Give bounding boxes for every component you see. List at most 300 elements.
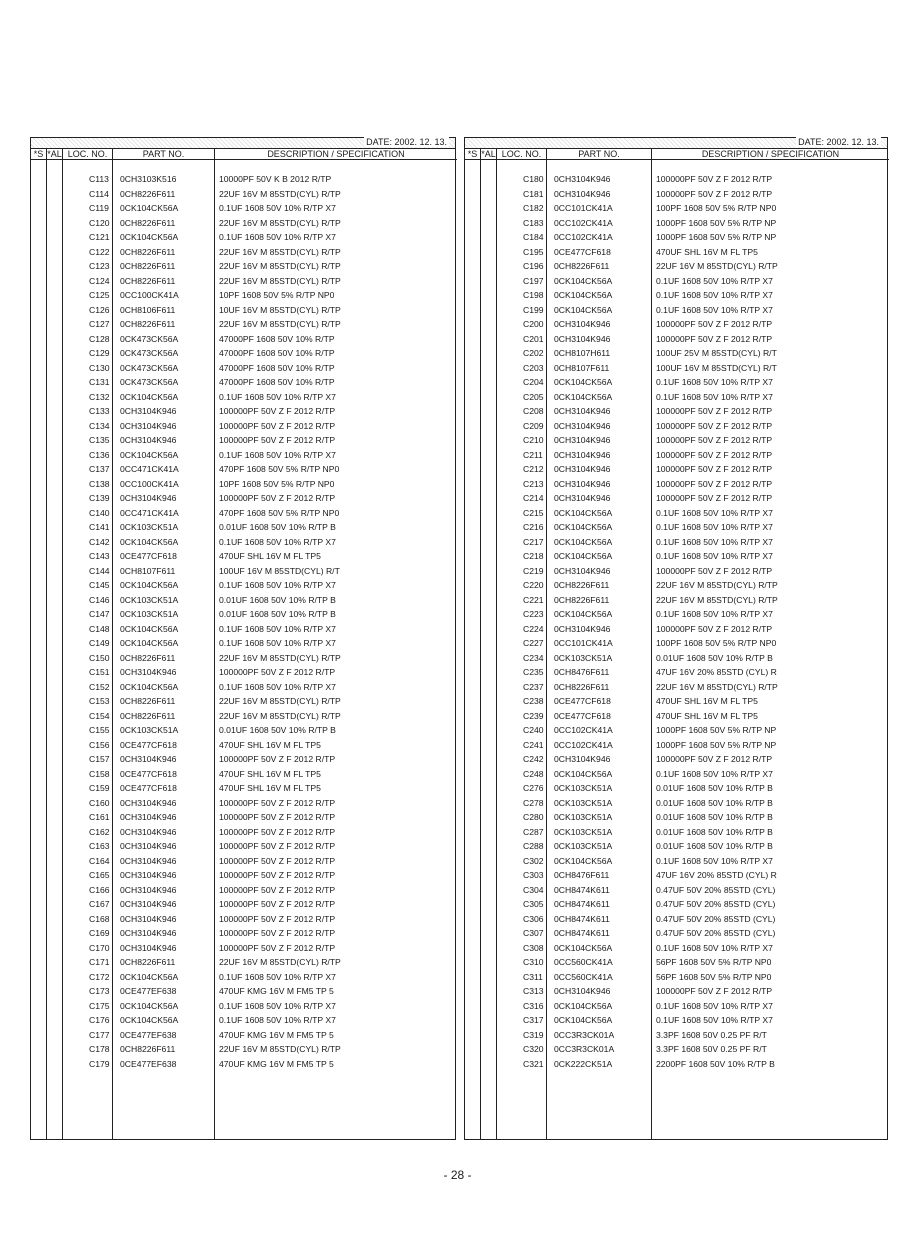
description: 0.1UF 1608 50V 10% R/TP X7	[656, 768, 773, 779]
right-rows	[465, 172, 887, 1071]
loc-number: C237	[523, 681, 544, 692]
loc-number: C304	[523, 884, 544, 895]
loc-number: C172	[89, 971, 110, 982]
part-number: 0CK103CK51A	[120, 725, 179, 735]
table-row	[31, 854, 455, 869]
loc-number: C113	[89, 174, 109, 184]
description: 56PF 1608 50V 5% R/TP NP0	[656, 971, 772, 982]
part-number: 0CC3R3CK01A	[554, 1029, 615, 1040]
table-row	[31, 448, 455, 463]
table-row	[465, 332, 887, 347]
table-row	[465, 303, 887, 318]
part-number: 0CH8107F611	[554, 362, 610, 373]
table-row	[465, 622, 887, 637]
description: 470UF KMG 16V M FM5 TP 5	[219, 1029, 334, 1040]
part-number: 0CH3104K946	[554, 493, 611, 503]
table-row	[31, 636, 455, 651]
loc-number: C238	[523, 696, 544, 706]
loc-number: C218	[523, 551, 544, 561]
description: 22UF 16V M 85STD(CYL) R/TP	[656, 580, 778, 590]
loc-number: C214	[523, 493, 544, 503]
part-number: 0CH3104K946	[554, 623, 611, 634]
loc-number: C224	[523, 623, 544, 634]
loc-number: C320	[523, 1044, 544, 1054]
loc-number: C321	[523, 1058, 544, 1069]
description: 100000PF 50V Z F 2012 R/TP	[219, 493, 336, 503]
description: 470UF SHL 16V M FL TP5	[219, 768, 321, 779]
table-row	[465, 607, 887, 622]
table-row	[465, 854, 887, 869]
part-number: 0CC471CK41A	[120, 507, 179, 518]
table-row	[31, 187, 455, 202]
description: 100000PF 50V Z F 2012 R/TP	[219, 826, 336, 837]
part-number: 0CH3104K946	[120, 420, 177, 431]
loc-number: C148	[89, 623, 110, 634]
description: 100000PF 50V Z F 2012 R/TP	[219, 884, 336, 895]
description: 100UF 16V M 85STD(CYL) R/T	[219, 565, 340, 576]
loc-number: C127	[89, 319, 110, 329]
description: 0.1UF 1608 50V 10% R/TP X7	[219, 580, 336, 590]
description: 0.1UF 1608 50V 10% R/TP X7	[656, 377, 773, 387]
table-row	[465, 941, 887, 956]
description: 100000PF 50V Z F 2012 R/TP	[219, 406, 336, 416]
description: 0.1UF 1608 50V 10% R/TP X7	[219, 681, 336, 692]
description: 47000PF 1608 50V 10% R/TP	[219, 348, 335, 358]
table-row	[465, 375, 887, 390]
table-row	[31, 172, 455, 187]
loc-number: C288	[523, 841, 544, 851]
table-row	[31, 622, 455, 637]
loc-number: C133	[89, 406, 110, 416]
loc-number: C197	[523, 275, 544, 286]
table-row	[465, 201, 887, 216]
loc-number: C216	[523, 522, 544, 532]
loc-number: C137	[89, 464, 110, 474]
loc-number: C248	[523, 768, 544, 779]
part-number: 0CH8226F611	[554, 261, 610, 271]
description: 0.1UF 1608 50V 10% R/TP X7	[219, 203, 336, 213]
loc-number: C140	[89, 507, 110, 518]
table-row	[465, 781, 887, 796]
description: 0.1UF 1608 50V 10% R/TP X7	[656, 290, 773, 300]
table-row	[31, 868, 455, 883]
table-row	[31, 317, 455, 332]
description: 0.47UF 50V 20% 85STD (CYL)	[656, 928, 776, 938]
table-row	[465, 1028, 887, 1043]
table-row	[31, 549, 455, 564]
part-number: 0CH3104K946	[120, 884, 177, 895]
part-number: 0CH3104K946	[120, 797, 177, 808]
table-row	[31, 694, 455, 709]
part-number: 0CE477CF618	[554, 246, 611, 257]
loc-number: C302	[523, 855, 544, 866]
part-number: 0CE477EF638	[120, 1058, 177, 1069]
description: 47UF 16V 20% 85STD (CYL) R	[656, 870, 777, 880]
loc-number: C131	[89, 377, 110, 387]
loc-number: C202	[523, 348, 544, 358]
description: 100000PF 50V Z F 2012 R/TP	[656, 623, 773, 634]
loc-number: C147	[89, 609, 110, 619]
part-number: 0CH3104K946	[120, 942, 177, 953]
part-number: 0CH3104K946	[554, 464, 611, 474]
loc-number: C195	[523, 246, 544, 257]
table-row	[31, 419, 455, 434]
part-number: 0CK104CK56A	[120, 203, 179, 213]
loc-number: C217	[523, 536, 544, 547]
loc-number: C168	[89, 913, 110, 924]
loc-number: C316	[523, 1000, 544, 1011]
loc-number: C141	[89, 522, 110, 532]
table-row	[465, 883, 887, 898]
table-row	[465, 1013, 887, 1028]
description: 10PF 1608 50V 5% R/TP NP0	[219, 290, 335, 300]
loc-number: C199	[523, 304, 544, 315]
description: 47000PF 1608 50V 10% R/TP	[219, 362, 335, 373]
loc-number: C114	[89, 188, 109, 199]
loc-number: C146	[89, 594, 110, 605]
description: 1000PF 1608 50V 5% R/TP NP	[656, 232, 777, 242]
description: 0.1UF 1608 50V 10% R/TP X7	[219, 1000, 336, 1011]
part-number: 0CH3104K946	[554, 319, 611, 329]
part-number: 0CH3104K946	[120, 493, 177, 503]
table-row	[31, 375, 455, 390]
table-row	[465, 999, 887, 1014]
description: 0.01UF 1608 50V 10% R/TP B	[219, 725, 336, 735]
part-number: 0CK104CK56A	[120, 232, 179, 242]
loc-number: C306	[523, 913, 544, 924]
table-row	[465, 172, 887, 187]
loc-number: C126	[89, 304, 110, 315]
table-row	[465, 796, 887, 811]
part-number: 0CH3104K946	[554, 478, 611, 489]
loc-number: C184	[523, 232, 544, 242]
table-row	[465, 506, 887, 521]
table-row	[31, 607, 455, 622]
part-number: 0CK103CK51A	[554, 841, 613, 851]
table-row	[465, 868, 887, 883]
part-number: 0CH8107H611	[554, 348, 611, 358]
description: 0.01UF 1608 50V 10% R/TP B	[219, 594, 336, 605]
description: 0.1UF 1608 50V 10% R/TP X7	[656, 391, 773, 402]
part-number: 0CK103CK51A	[554, 783, 613, 793]
loc-number: C157	[89, 754, 110, 764]
loc-number: C123	[89, 261, 110, 271]
loc-number: C210	[523, 435, 544, 445]
table-row	[31, 230, 455, 245]
part-number: 0CH8107F611	[120, 565, 176, 576]
table-row	[31, 433, 455, 448]
part-number: 0CH3104K946	[120, 899, 177, 909]
part-number: 0CK104CK56A	[554, 1000, 613, 1011]
loc-number: C161	[89, 812, 110, 822]
loc-number: C227	[523, 638, 544, 648]
description: 0.1UF 1608 50V 10% R/TP X7	[219, 638, 336, 648]
description: 100000PF 50V Z F 2012 R/TP	[219, 841, 336, 851]
description: 0.01UF 1608 50V 10% R/TP B	[656, 783, 773, 793]
description: 0.01UF 1608 50V 10% R/TP B	[656, 812, 773, 822]
table-row	[31, 810, 455, 825]
table-row	[31, 578, 455, 593]
table-row	[465, 955, 887, 970]
col-header-desc: DESCRIPTION / SPECIFICATION	[215, 148, 457, 160]
part-number: 0CH3104K946	[120, 667, 177, 677]
description: 0.1UF 1608 50V 10% R/TP X7	[219, 623, 336, 634]
part-number: 0CC101CK41A	[554, 638, 613, 648]
part-number: 0CH3104K946	[554, 406, 611, 416]
table-row	[465, 651, 887, 666]
part-number: 0CK473CK56A	[120, 348, 179, 358]
description: 100000PF 50V Z F 2012 R/TP	[219, 812, 336, 822]
table-row	[465, 390, 887, 405]
table-row	[465, 520, 887, 535]
table-row	[31, 520, 455, 535]
description: 470UF SHL 16V M FL TP5	[656, 696, 758, 706]
loc-number: C173	[89, 986, 110, 996]
part-number: 0CE477EF638	[120, 986, 177, 996]
part-number: 0CK104CK56A	[554, 551, 613, 561]
part-number: 0CH8476F611	[554, 667, 610, 677]
loc-number: C235	[523, 667, 544, 677]
loc-number: C198	[523, 290, 544, 300]
loc-number: C122	[89, 246, 110, 257]
description: 100000PF 50V Z F 2012 R/TP	[656, 754, 773, 764]
table-row	[465, 1042, 887, 1057]
table-row	[31, 912, 455, 927]
description: 100000PF 50V Z F 2012 R/TP	[656, 319, 773, 329]
description: 100000PF 50V Z F 2012 R/TP	[656, 493, 773, 503]
table-row	[465, 897, 887, 912]
part-number: 0CH8226F611	[120, 261, 176, 271]
loc-number: C213	[523, 478, 544, 489]
part-number: 0CH3104K946	[554, 174, 611, 184]
part-number: 0CH3103K516	[120, 174, 177, 184]
description: 100000PF 50V Z F 2012 R/TP	[219, 754, 336, 764]
table-row	[465, 317, 887, 332]
part-number: 0CE477CF618	[120, 551, 177, 561]
description: 100000PF 50V Z F 2012 R/TP	[219, 420, 336, 431]
description: 22UF 16V M 85STD(CYL) R/TP	[219, 696, 341, 706]
page-number: - 28 -	[443, 1168, 472, 1182]
part-number: 0CH8226F611	[120, 1044, 176, 1054]
loc-number: C151	[89, 667, 110, 677]
table-row	[31, 665, 455, 680]
table-row	[465, 636, 887, 651]
description: 0.1UF 1608 50V 10% R/TP X7	[219, 971, 336, 982]
description: 0.1UF 1608 50V 10% R/TP X7	[219, 449, 336, 460]
description: 0.47UF 50V 20% 85STD (CYL)	[656, 913, 776, 924]
table-row	[465, 462, 887, 477]
description: 100000PF 50V Z F 2012 R/TP	[219, 913, 336, 924]
loc-number: C149	[89, 638, 110, 648]
table-row	[465, 491, 887, 506]
loc-number: C163	[89, 841, 110, 851]
loc-number: C280	[523, 812, 544, 822]
part-number: 0CC100CK41A	[120, 290, 179, 300]
table-row	[31, 477, 455, 492]
part-number: 0CK104CK56A	[120, 391, 179, 402]
part-number: 0CK104CK56A	[554, 768, 613, 779]
description: 22UF 16V M 85STD(CYL) R/TP	[219, 275, 341, 286]
part-number: 0CK104CK56A	[554, 391, 613, 402]
part-number: 0CH3104K946	[120, 435, 177, 445]
table-row	[465, 984, 887, 999]
date-label: DATE: 2002. 12. 13.	[366, 137, 447, 147]
part-number: 0CH8476F611	[554, 870, 610, 880]
description: 2200PF 1608 50V 10% R/TP B	[656, 1058, 775, 1069]
loc-number: C121	[89, 232, 110, 242]
part-number: 0CK222CK51A	[554, 1058, 613, 1069]
table-row	[465, 1057, 887, 1072]
part-number: 0CH8226F611	[120, 957, 176, 967]
table-row	[31, 1042, 455, 1057]
col-header-loc: LOC. NO.	[63, 148, 112, 160]
description: 470PF 1608 50V 5% R/TP NP0	[219, 507, 340, 518]
loc-number: C204	[523, 377, 544, 387]
description: 100UF 25V M 85STD(CYL) R/T	[656, 348, 777, 358]
left-rows	[31, 172, 455, 1071]
loc-number: C169	[89, 928, 110, 938]
table-row	[31, 491, 455, 506]
table-row	[31, 955, 455, 970]
part-number: 0CK104CK56A	[120, 449, 179, 460]
table-row	[465, 680, 887, 695]
description: 0.1UF 1608 50V 10% R/TP X7	[656, 522, 773, 532]
loc-number: C215	[523, 507, 544, 518]
description: 22UF 16V M 85STD(CYL) R/TP	[219, 261, 341, 271]
table-row	[465, 578, 887, 593]
description: 100000PF 50V Z F 2012 R/TP	[656, 449, 773, 460]
table-row	[465, 970, 887, 985]
part-number: 0CK104CK56A	[120, 971, 179, 982]
part-number: 0CK104CK56A	[554, 536, 613, 547]
part-number: 0CH8226F611	[120, 217, 176, 228]
part-number: 0CH8226F611	[554, 594, 610, 605]
loc-number: C209	[523, 420, 544, 431]
description: 0.1UF 1608 50V 10% R/TP X7	[219, 1015, 336, 1025]
loc-number: C220	[523, 580, 544, 590]
description: 470UF KMG 16V M FM5 TP 5	[219, 1058, 334, 1069]
col-header-al: *AL	[47, 149, 62, 159]
part-number: 0CK103CK51A	[554, 652, 613, 663]
description: 22UF 16V M 85STD(CYL) R/TP	[656, 594, 778, 605]
part-number: 0CH3104K946	[554, 754, 611, 764]
col-header-s: *S	[465, 148, 480, 160]
table-row	[31, 288, 455, 303]
description: 0.1UF 1608 50V 10% R/TP X7	[656, 551, 773, 561]
part-number: 0CE477CF618	[120, 783, 177, 793]
table-row	[31, 332, 455, 347]
description: 0.1UF 1608 50V 10% R/TP X7	[656, 536, 773, 547]
description: 100000PF 50V Z F 2012 R/TP	[656, 188, 773, 199]
part-number: 0CH8474K611	[554, 884, 610, 895]
part-number: 0CK104CK56A	[120, 1000, 179, 1011]
loc-number: C139	[89, 493, 110, 503]
part-number: 0CH3104K946	[120, 928, 177, 938]
loc-number: C128	[89, 333, 110, 344]
loc-number: C132	[89, 391, 110, 402]
part-number: 0CH3104K946	[554, 565, 611, 576]
description: 0.1UF 1608 50V 10% R/TP X7	[656, 1000, 773, 1011]
description: 100000PF 50V Z F 2012 R/TP	[219, 928, 336, 938]
loc-number: C200	[523, 319, 544, 329]
description: 100000PF 50V Z F 2012 R/TP	[219, 855, 336, 866]
part-number: 0CK473CK56A	[120, 333, 179, 344]
description: 100000PF 50V Z F 2012 R/TP	[656, 406, 773, 416]
description: 47000PF 1608 50V 10% R/TP	[219, 377, 335, 387]
part-number: 0CH8226F611	[120, 710, 176, 721]
part-number: 0CK104CK56A	[120, 1015, 179, 1025]
loc-number: C212	[523, 464, 544, 474]
part-number: 0CH8226F611	[120, 188, 176, 199]
table-row	[31, 825, 455, 840]
table-row	[465, 361, 887, 376]
part-number: 0CH3104K946	[120, 812, 177, 822]
loc-number: C208	[523, 406, 544, 416]
part-number: 0CK104CK56A	[120, 638, 179, 648]
description: 3.3PF 1608 50V 0.25 PF R/T	[656, 1044, 767, 1054]
table-row	[465, 665, 887, 680]
loc-number: C152	[89, 681, 110, 692]
table-row	[465, 709, 887, 724]
part-number: 0CH3104K946	[554, 435, 611, 445]
description: 0.1UF 1608 50V 10% R/TP X7	[656, 275, 773, 286]
part-number: 0CH3104K946	[120, 855, 177, 866]
description: 0.01UF 1608 50V 10% R/TP B	[656, 652, 773, 663]
table-row	[465, 564, 887, 579]
loc-number: C158	[89, 768, 110, 779]
part-number: 0CK104CK56A	[554, 377, 613, 387]
loc-number: C178	[89, 1044, 110, 1054]
part-number: 0CH8226F611	[120, 696, 176, 706]
part-number: 0CK104CK56A	[554, 304, 613, 315]
description: 100000PF 50V Z F 2012 R/TP	[656, 174, 773, 184]
description: 0.01UF 1608 50V 10% R/TP B	[656, 797, 773, 808]
part-number: 0CH3104K946	[120, 841, 177, 851]
table-row	[465, 926, 887, 941]
part-number: 0CH8226F611	[120, 652, 176, 663]
part-number: 0CK104CK56A	[120, 536, 179, 547]
loc-number: C138	[89, 478, 110, 489]
part-number: 0CH8226F611	[120, 319, 176, 329]
loc-number: C219	[523, 565, 544, 576]
loc-number: C317	[523, 1015, 544, 1025]
description: 100PF 1608 50V 5% R/TP NP0	[656, 203, 777, 213]
loc-number: C119	[89, 203, 109, 213]
description: 3.3PF 1608 50V 0.25 PF R/T	[656, 1029, 767, 1040]
loc-number: C135	[89, 435, 110, 445]
loc-number: C205	[523, 391, 544, 402]
part-number: 0CK104CK56A	[554, 507, 613, 518]
loc-number: C180	[523, 174, 544, 184]
part-number: 0CH8474K611	[554, 913, 610, 924]
part-number: 0CK103CK51A	[554, 812, 613, 822]
table-row	[31, 883, 455, 898]
description: 1000PF 1608 50V 5% R/TP NP	[656, 217, 777, 228]
loc-number: C201	[523, 333, 544, 344]
description: 22UF 16V M 85STD(CYL) R/TP	[219, 1044, 341, 1054]
table-row	[31, 897, 455, 912]
loc-number: C234	[523, 652, 544, 663]
description: 470UF SHL 16V M FL TP5	[656, 710, 758, 721]
description: 0.1UF 1608 50V 10% R/TP X7	[656, 304, 773, 315]
table-row	[465, 245, 887, 260]
loc-number: C196	[523, 261, 544, 271]
part-number: 0CE477CF618	[554, 696, 611, 706]
table-row	[465, 288, 887, 303]
table-row	[31, 506, 455, 521]
part-number: 0CC101CK41A	[554, 203, 613, 213]
col-header-part: PART NO.	[547, 148, 651, 160]
